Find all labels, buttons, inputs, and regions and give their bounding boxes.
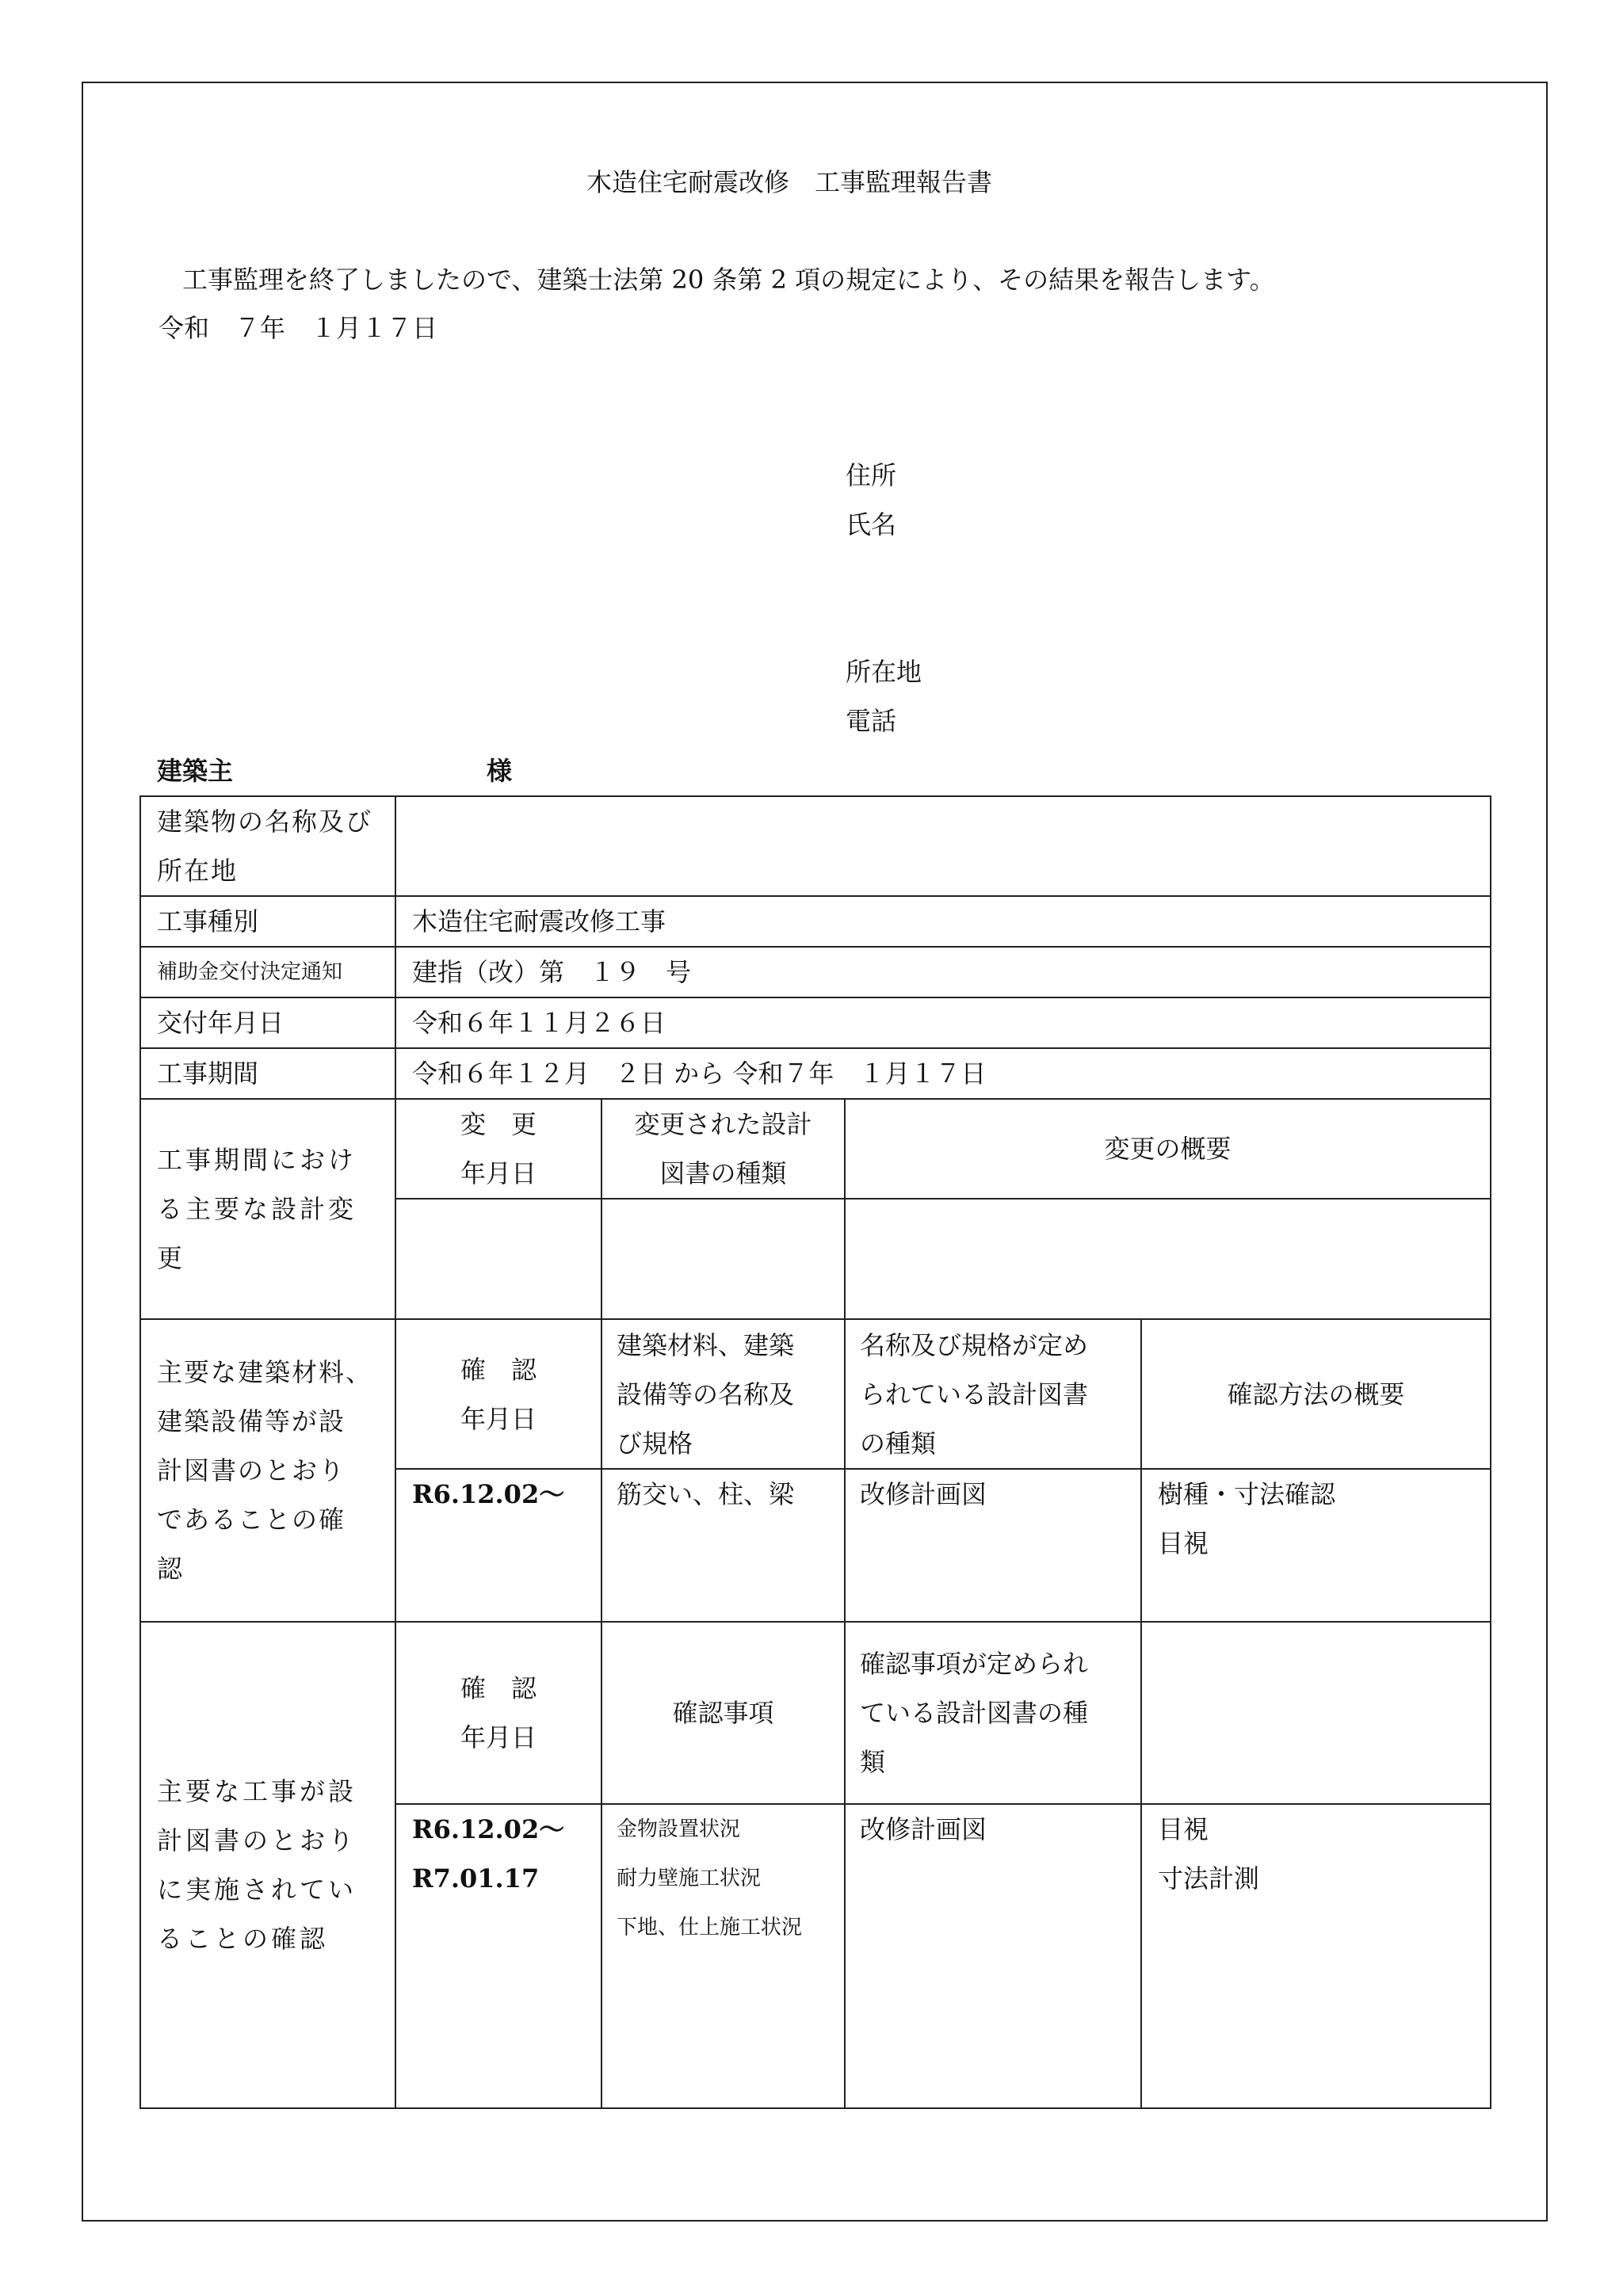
report-table bbox=[139, 795, 1491, 2109]
works-col-docs-line: 類 bbox=[860, 1747, 886, 1777]
works-label-line: 計図書のとおり bbox=[157, 1825, 357, 1855]
materials-row-date: R6.12.02～ bbox=[395, 1469, 601, 1622]
works-row-method-line: 目視 bbox=[1158, 1814, 1209, 1844]
materials-col-date-line: 年月日 bbox=[460, 1403, 537, 1434]
works-row-docs: 改修計画図 bbox=[845, 1804, 1141, 2108]
works-col-method bbox=[1141, 1622, 1491, 1804]
materials-col-names-line: 建築材料、建築 bbox=[617, 1329, 795, 1360]
work-type-value: 木造住宅耐震改修工事 bbox=[395, 896, 1491, 947]
works-row-items bbox=[601, 1804, 845, 2108]
intro-text: 工事監理を終了しましたので、建築士法第 20 条第 2 項の規定により、その結果を報告します。 bbox=[182, 265, 1275, 295]
works-col-docs-line: ている設計図書の種 bbox=[860, 1698, 1089, 1728]
materials-row-method bbox=[1141, 1469, 1491, 1622]
works-label-line: ることの確認 bbox=[157, 1924, 329, 1954]
changes-label-line: 工事期間におけ bbox=[157, 1145, 357, 1175]
changes-label-line: る主要な設計変 bbox=[157, 1194, 357, 1224]
materials-col-docs bbox=[845, 1319, 1141, 1469]
changes-col-docs-line: 変更された設計 bbox=[634, 1109, 812, 1139]
building-name-value bbox=[395, 796, 1491, 896]
office-location-label: 所在地 bbox=[846, 657, 922, 687]
works-row-method bbox=[1141, 1804, 1491, 2108]
works-col-docs bbox=[845, 1622, 1141, 1804]
materials-row-method-line: 目視 bbox=[1158, 1528, 1209, 1558]
works-row-item: 金物設置状況 bbox=[617, 1817, 741, 1841]
materials-col-date bbox=[395, 1319, 601, 1469]
changes-col-date-line: 変 更 bbox=[460, 1109, 537, 1139]
materials-col-date-line: 確 認 bbox=[460, 1354, 537, 1385]
building-name-label: 建築物の名称及び所在地 bbox=[140, 796, 395, 896]
works-label-line: 主要な工事が設 bbox=[157, 1776, 357, 1806]
materials-label-line: であることの確 bbox=[157, 1505, 346, 1535]
works-row-date-line: R7.01.17 bbox=[412, 1863, 540, 1894]
materials-label-line: 計図書のとおり bbox=[157, 1455, 346, 1486]
materials-col-names-line: 設備等の名称及 bbox=[617, 1379, 795, 1409]
changes-col-date-line: 年月日 bbox=[460, 1158, 537, 1188]
work-type-label: 工事種別 bbox=[140, 896, 395, 947]
changes-col-docs bbox=[601, 1099, 845, 1199]
materials-col-method: 確認方法の概要 bbox=[1141, 1319, 1491, 1469]
materials-col-names-line: び規格 bbox=[617, 1428, 693, 1459]
works-row-date-line: R6.12.02～ bbox=[412, 1814, 565, 1844]
changes-col-summary: 変更の概要 bbox=[845, 1099, 1491, 1199]
address-label: 住所 bbox=[846, 460, 897, 490]
works-row-item: 下地、仕上施工状況 bbox=[617, 1916, 803, 1939]
materials-label-line: 認 bbox=[157, 1554, 185, 1584]
works-col-items: 確認事項 bbox=[601, 1622, 845, 1804]
works-row-date bbox=[395, 1804, 601, 2108]
period-value: 令和６年１２月 ２日 から 令和７年 １月１７日 bbox=[395, 1048, 1491, 1099]
materials-label-line: 建築設備等が設 bbox=[157, 1406, 346, 1436]
materials-col-docs-line: の種類 bbox=[860, 1428, 937, 1459]
subsidy-value: 建指（改）第 １９ 号 bbox=[395, 947, 1491, 997]
materials-label bbox=[140, 1319, 395, 1622]
changes-label bbox=[140, 1099, 395, 1319]
materials-row-docs: 改修計画図 bbox=[845, 1469, 1141, 1622]
works-col-docs-line: 確認事項が定められ bbox=[860, 1649, 1089, 1679]
name-label: 氏名 bbox=[846, 509, 897, 540]
materials-col-docs-line: 名称及び規格が定め bbox=[860, 1329, 1089, 1360]
materials-row-method-line: 樹種・寸法確認 bbox=[1158, 1479, 1336, 1509]
materials-col-docs-line: られている設計図書 bbox=[860, 1379, 1089, 1409]
materials-col-names bbox=[601, 1319, 845, 1469]
period-label: 工事期間 bbox=[140, 1048, 395, 1099]
subsidy-label: 補助金交付決定通知 bbox=[140, 947, 395, 997]
client-honorific: 様 bbox=[487, 756, 513, 786]
changes-docs-cell bbox=[601, 1199, 845, 1319]
works-label bbox=[140, 1622, 395, 2108]
works-col-date-line: 確 認 bbox=[460, 1673, 537, 1703]
issue-date-value: 令和６年１１月２６日 bbox=[395, 997, 1491, 1048]
works-row-item: 耐力壁施工状況 bbox=[617, 1867, 762, 1890]
changes-label-line: 更 bbox=[157, 1243, 186, 1273]
works-col-date-line: 年月日 bbox=[460, 1722, 537, 1753]
works-label-line: に実施されてい bbox=[157, 1875, 357, 1905]
works-col-date bbox=[395, 1622, 601, 1804]
document-title: 木造住宅耐震改修 工事監理報告書 bbox=[586, 167, 993, 197]
changes-col-docs-line: 図書の種類 bbox=[659, 1158, 787, 1188]
report-date: 令和 ７年 １月１７日 bbox=[158, 313, 438, 343]
materials-row-names: 筋交い、柱、梁 bbox=[601, 1469, 845, 1622]
issue-date-label: 交付年月日 bbox=[140, 997, 395, 1048]
changes-date-cell bbox=[395, 1199, 601, 1319]
materials-label-line: 主要な建築材料、 bbox=[157, 1357, 373, 1387]
changes-col-date bbox=[395, 1099, 601, 1199]
client-label: 建築主 bbox=[157, 756, 234, 786]
works-row-method-line: 寸法計測 bbox=[1158, 1863, 1260, 1894]
changes-summary-cell bbox=[845, 1199, 1491, 1319]
phone-label: 電話 bbox=[846, 706, 897, 736]
